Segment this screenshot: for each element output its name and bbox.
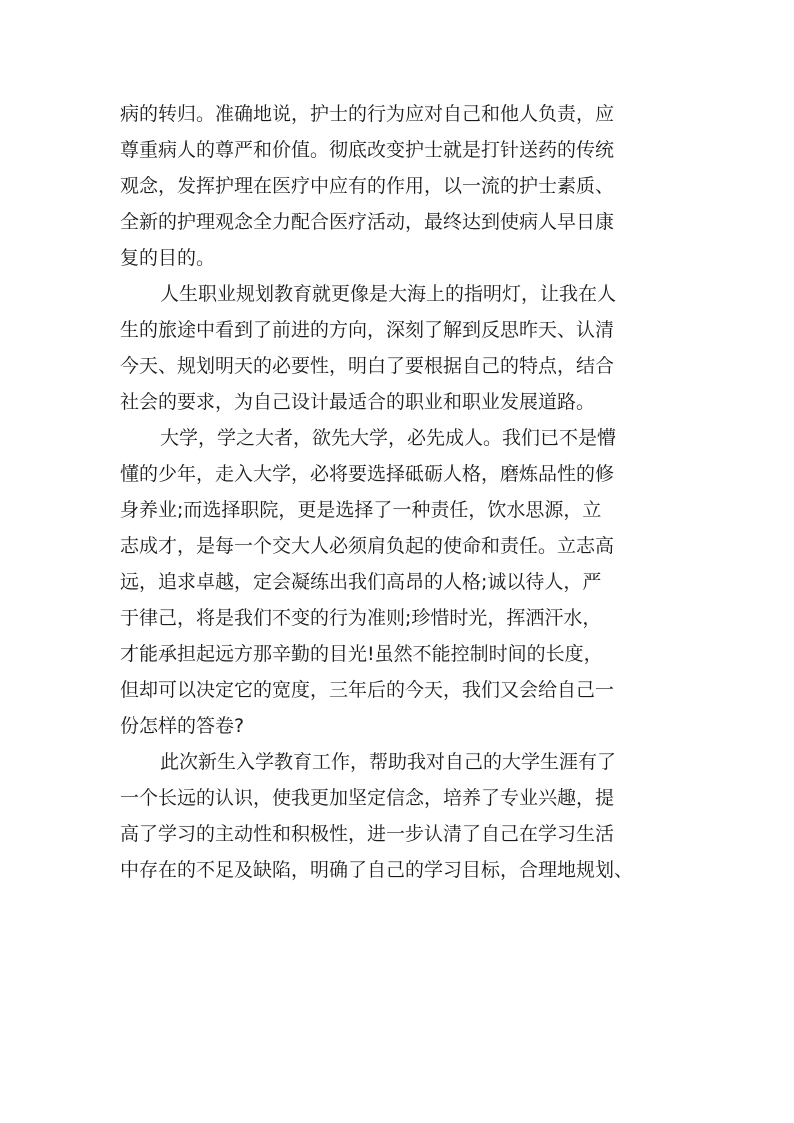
text-line: 身养业;而选择职院，更是选择了一种责任，饮水思源，立 — [120, 499, 602, 521]
text-line: 远，追求卓越，定会凝练出我们高昂的人格;诚以待人，严 — [120, 571, 602, 593]
text-line: 份怎样的答卷? — [120, 715, 245, 737]
text-line: 才能承担起远方那辛勤的目光!虽然不能控制时间的长度， — [120, 643, 603, 665]
text-line: 人生职业规划教育就更像是大海上的指明灯，让我在人 — [160, 283, 617, 305]
text-line: 此次新生入学教育工作，帮助我对自己的大学生涯有了 — [160, 751, 617, 773]
text-line: 生的旅途中看到了前进的方向，深刻了解到反思昨天、认清 — [120, 319, 615, 341]
text-line: 一个长远的认识，使我更加坚定信念，培养了专业兴趣，提 — [120, 787, 615, 809]
text-line: 于律己，将是我们不变的行为准则;珍惜时光，挥洒汗水， — [120, 607, 602, 629]
text-line: 复的目的。 — [120, 247, 216, 269]
text-line: 全新的护理观念全力配合医疗活动，最终达到使病人早日康 — [120, 211, 615, 233]
text-line: 但却可以决定它的宽度，三年后的今天，我们又会给自己一 — [120, 679, 615, 701]
body-text — [120, 96, 700, 888]
text-line: 尊重病人的尊严和价值。彻底改变护士就是打针送药的传统 — [120, 139, 615, 161]
text-line: 志成才，是每一个交大人必须肩负起的使命和责任。立志高 — [120, 535, 615, 557]
text-line: 社会的要求，为自己设计最适合的职业和职业发展道路。 — [120, 391, 596, 413]
text-line: 中存在的不足及缺陷，明确了自己的学习目标，合理地规划、 — [120, 859, 634, 881]
text-line: 懂的少年，走入大学，必将要选择砥砺人格，磨炼品性的修 — [120, 463, 615, 485]
text-line: 观念，发挥护理在医疗中应有的作用，以一流的护士素质、 — [120, 175, 615, 197]
text-line: 高了学习的主动性和积极性，进一步认清了自己在学习生活 — [120, 823, 615, 845]
text-line: 大学，学之大者，欲先大学，必先成人。我们已不是懵 — [160, 427, 617, 449]
text-line: 今天、规划明天的必要性，明白了要根据自己的特点，结合 — [120, 355, 615, 377]
text-line: 病的转归。准确地说，护士的行为应对自己和他人负责，应 — [120, 103, 615, 125]
